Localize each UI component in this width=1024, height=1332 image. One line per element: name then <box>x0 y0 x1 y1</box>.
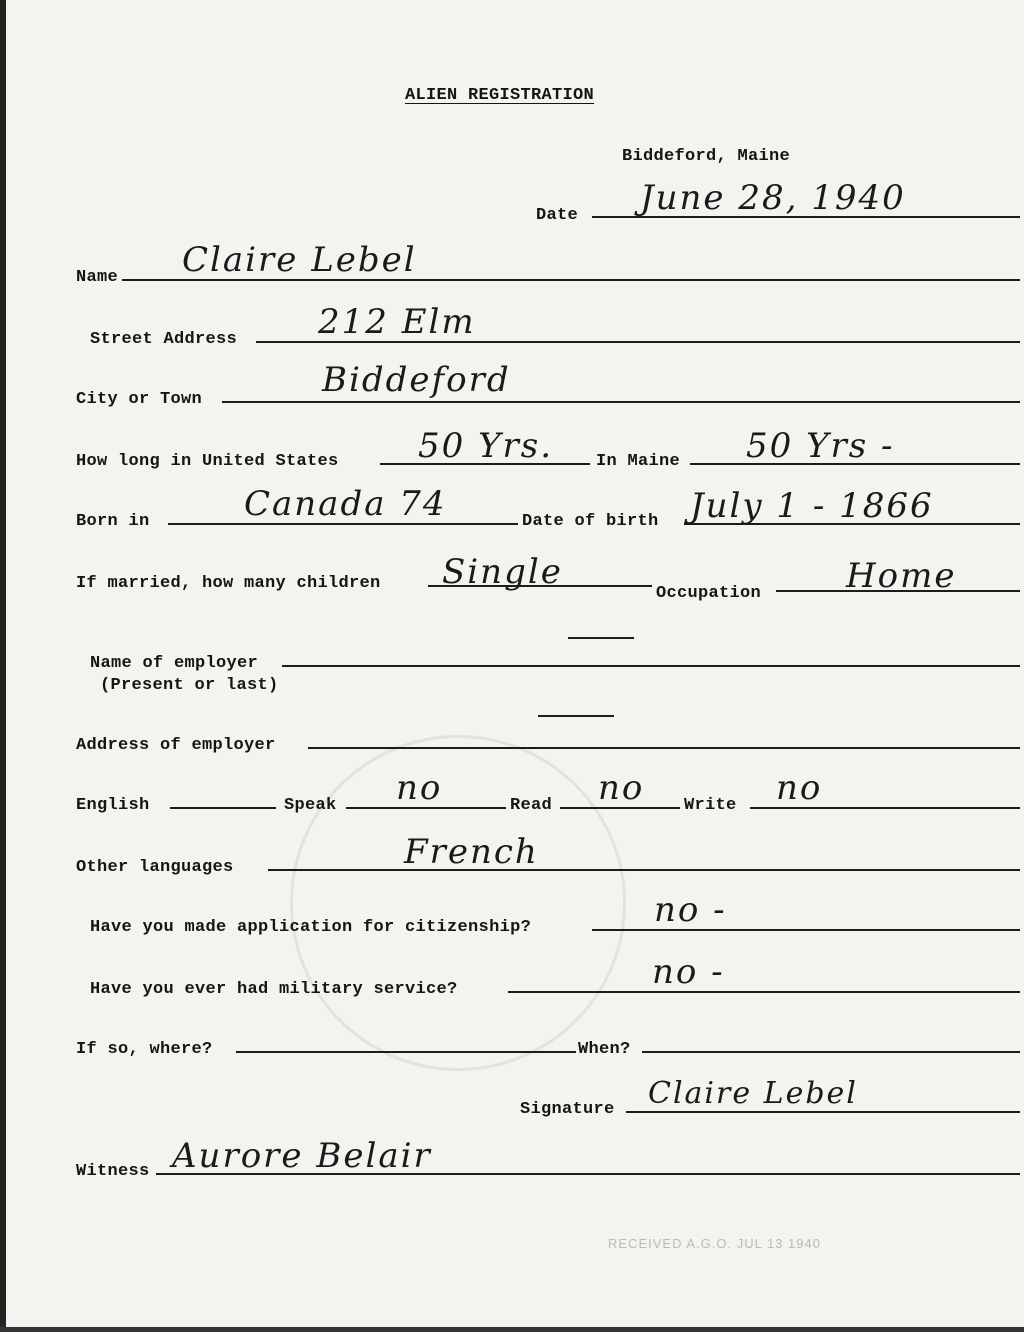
military-value: no - <box>652 952 725 992</box>
place-text: Biddeford, Maine <box>622 147 791 166</box>
faint-seal-watermark <box>290 735 626 1071</box>
born-in-label: Born in <box>76 512 150 531</box>
name-value: Claire Lebel <box>182 240 417 280</box>
write-value: no <box>776 768 823 808</box>
witness-value: Aurore Belair <box>172 1136 432 1176</box>
children-label: If married, how many children <box>76 574 381 593</box>
stray-mark-2 <box>538 715 614 717</box>
employer-name-line <box>282 665 1020 667</box>
form-title: ALIEN REGISTRATION <box>405 86 595 105</box>
signature-value: Claire Lebel <box>648 1076 858 1111</box>
scan-edge-left <box>0 0 6 1332</box>
write-label: Write <box>684 796 737 815</box>
employer-address-line <box>308 747 1020 749</box>
street-label: Street Address <box>90 330 238 349</box>
other-languages-line <box>268 869 1020 871</box>
city-line <box>222 401 1020 403</box>
other-languages-label: Other languages <box>76 858 234 877</box>
citizenship-label: Have you made application for citizenship? <box>90 918 532 937</box>
how-long-us-value: 50 Yrs. <box>418 426 554 466</box>
if-so-where-line <box>236 1051 576 1053</box>
date-of-birth-label: Date of birth <box>522 512 659 531</box>
name-label: Name <box>76 268 119 287</box>
read-label: Read <box>510 796 553 815</box>
citizenship-value: no - <box>654 890 727 930</box>
when-label: When? <box>578 1040 631 1059</box>
employer-name-note: (Present or last) <box>100 676 279 695</box>
date-label: Date <box>536 206 579 225</box>
other-languages-value: French <box>404 832 539 872</box>
city-label: City or Town <box>76 390 203 409</box>
read-value: no <box>598 768 645 808</box>
speak-value: no <box>396 768 443 808</box>
occupation-value: Home <box>846 556 957 596</box>
received-stamp: RECEIVED A.G.O. JUL 13 1940 <box>608 1236 821 1251</box>
in-maine-label: In Maine <box>596 452 681 471</box>
employer-name-label: Name of employer <box>90 654 259 673</box>
city-value: Biddeford <box>322 360 511 400</box>
born-in-value: Canada 74 <box>244 484 447 524</box>
if-so-where-label: If so, where? <box>76 1040 213 1059</box>
when-line <box>642 1051 1020 1053</box>
english-line <box>170 807 276 809</box>
signature-label: Signature <box>520 1100 615 1119</box>
occupation-label: Occupation <box>656 584 762 603</box>
signature-line <box>626 1111 1020 1113</box>
witness-label: Witness <box>76 1162 150 1181</box>
english-label: English <box>76 796 150 815</box>
scan-edge-bottom <box>0 1327 1024 1332</box>
date-of-birth-value: July 1 - 1866 <box>690 486 934 526</box>
speak-label: Speak <box>284 796 337 815</box>
in-maine-value: 50 Yrs - <box>746 426 895 466</box>
how-long-us-label: How long in United States <box>76 452 339 471</box>
street-value: 212 Elm <box>318 302 476 342</box>
military-line <box>508 991 1020 993</box>
military-label: Have you ever had military service? <box>90 980 458 999</box>
stray-mark <box>568 637 634 639</box>
date-value: June 28, 1940 <box>640 178 906 218</box>
employer-address-label: Address of employer <box>76 736 276 755</box>
children-value: Single <box>442 552 563 592</box>
